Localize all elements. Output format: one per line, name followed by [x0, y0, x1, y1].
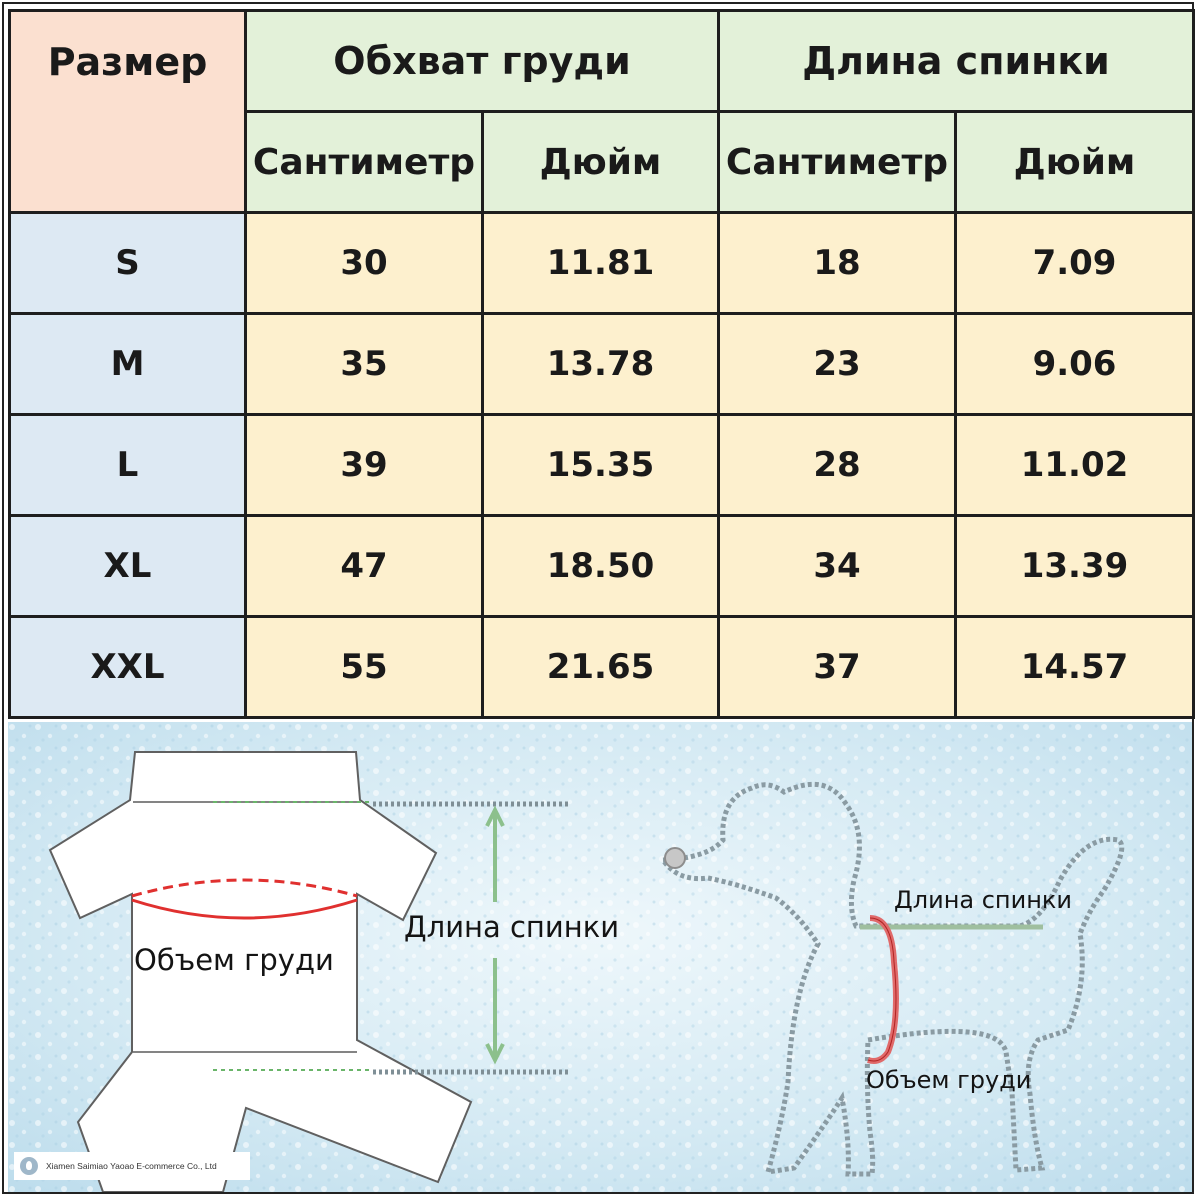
clothing-back-length-label: Длина спинки	[404, 910, 620, 944]
back-inch-cell: 7.09	[956, 213, 1194, 314]
back-cm-cell: 37	[719, 617, 956, 718]
chest-inch-cell: 13.78	[483, 314, 719, 415]
size-chart-table	[8, 9, 1195, 719]
chest-group-header: Обхват груди	[246, 11, 719, 112]
chest-cm-cell: 39	[246, 415, 483, 516]
chest-cm-cell: 30	[246, 213, 483, 314]
back-group-header: Длина спинки	[719, 11, 1194, 112]
chest-cm-cell: 35	[246, 314, 483, 415]
back-cm-cell: 23	[719, 314, 956, 415]
chest-cm-cell: 55	[246, 617, 483, 718]
table-row	[10, 213, 1194, 314]
back-cm-header: Сантиметр	[719, 112, 956, 213]
table-row	[10, 516, 1194, 617]
company-logo-icon	[20, 1157, 38, 1175]
size-header-cell	[10, 11, 246, 213]
dog-chest-label: Объем груди	[866, 1066, 1032, 1094]
back-cm-cell: 18	[719, 213, 956, 314]
back-cm-cell: 34	[719, 516, 956, 617]
back-inch-cell: 11.02	[956, 415, 1194, 516]
chest-inch-cell: 11.81	[483, 213, 719, 314]
size-cell: XXL	[10, 617, 246, 718]
company-name: Xiamen Saimiao Yaoao E-commerce Co., Ltd	[46, 1161, 217, 1171]
size-cell: XL	[10, 516, 246, 617]
company-watermark	[14, 1152, 250, 1180]
chest-inch-header: Дюйм	[483, 112, 719, 213]
clothing-chest-label: Объем груди	[134, 943, 334, 977]
table-row	[10, 617, 1194, 718]
dog-nose	[665, 848, 685, 868]
size-cell: L	[10, 415, 246, 516]
size-header: Размер	[47, 40, 208, 84]
size-cell: M	[10, 314, 246, 415]
table-row	[10, 314, 1194, 415]
chest-inch-cell: 18.50	[483, 516, 719, 617]
chest-inch-cell: 21.65	[483, 617, 719, 718]
back-cm-cell: 28	[719, 415, 956, 516]
measurement-illustration	[8, 722, 1192, 1192]
table-row	[10, 415, 1194, 516]
chest-cm-cell: 47	[246, 516, 483, 617]
table-header-row	[10, 11, 1194, 112]
back-inch-cell: 13.39	[956, 516, 1194, 617]
dog-back-length-label: Длина спинки	[894, 886, 1072, 914]
chest-inch-cell: 15.35	[483, 415, 719, 516]
back-inch-cell: 14.57	[956, 617, 1194, 718]
chest-cm-header: Сантиметр	[246, 112, 483, 213]
back-inch-header: Дюйм	[956, 112, 1194, 213]
back-inch-cell: 9.06	[956, 314, 1194, 415]
size-cell: S	[10, 213, 246, 314]
